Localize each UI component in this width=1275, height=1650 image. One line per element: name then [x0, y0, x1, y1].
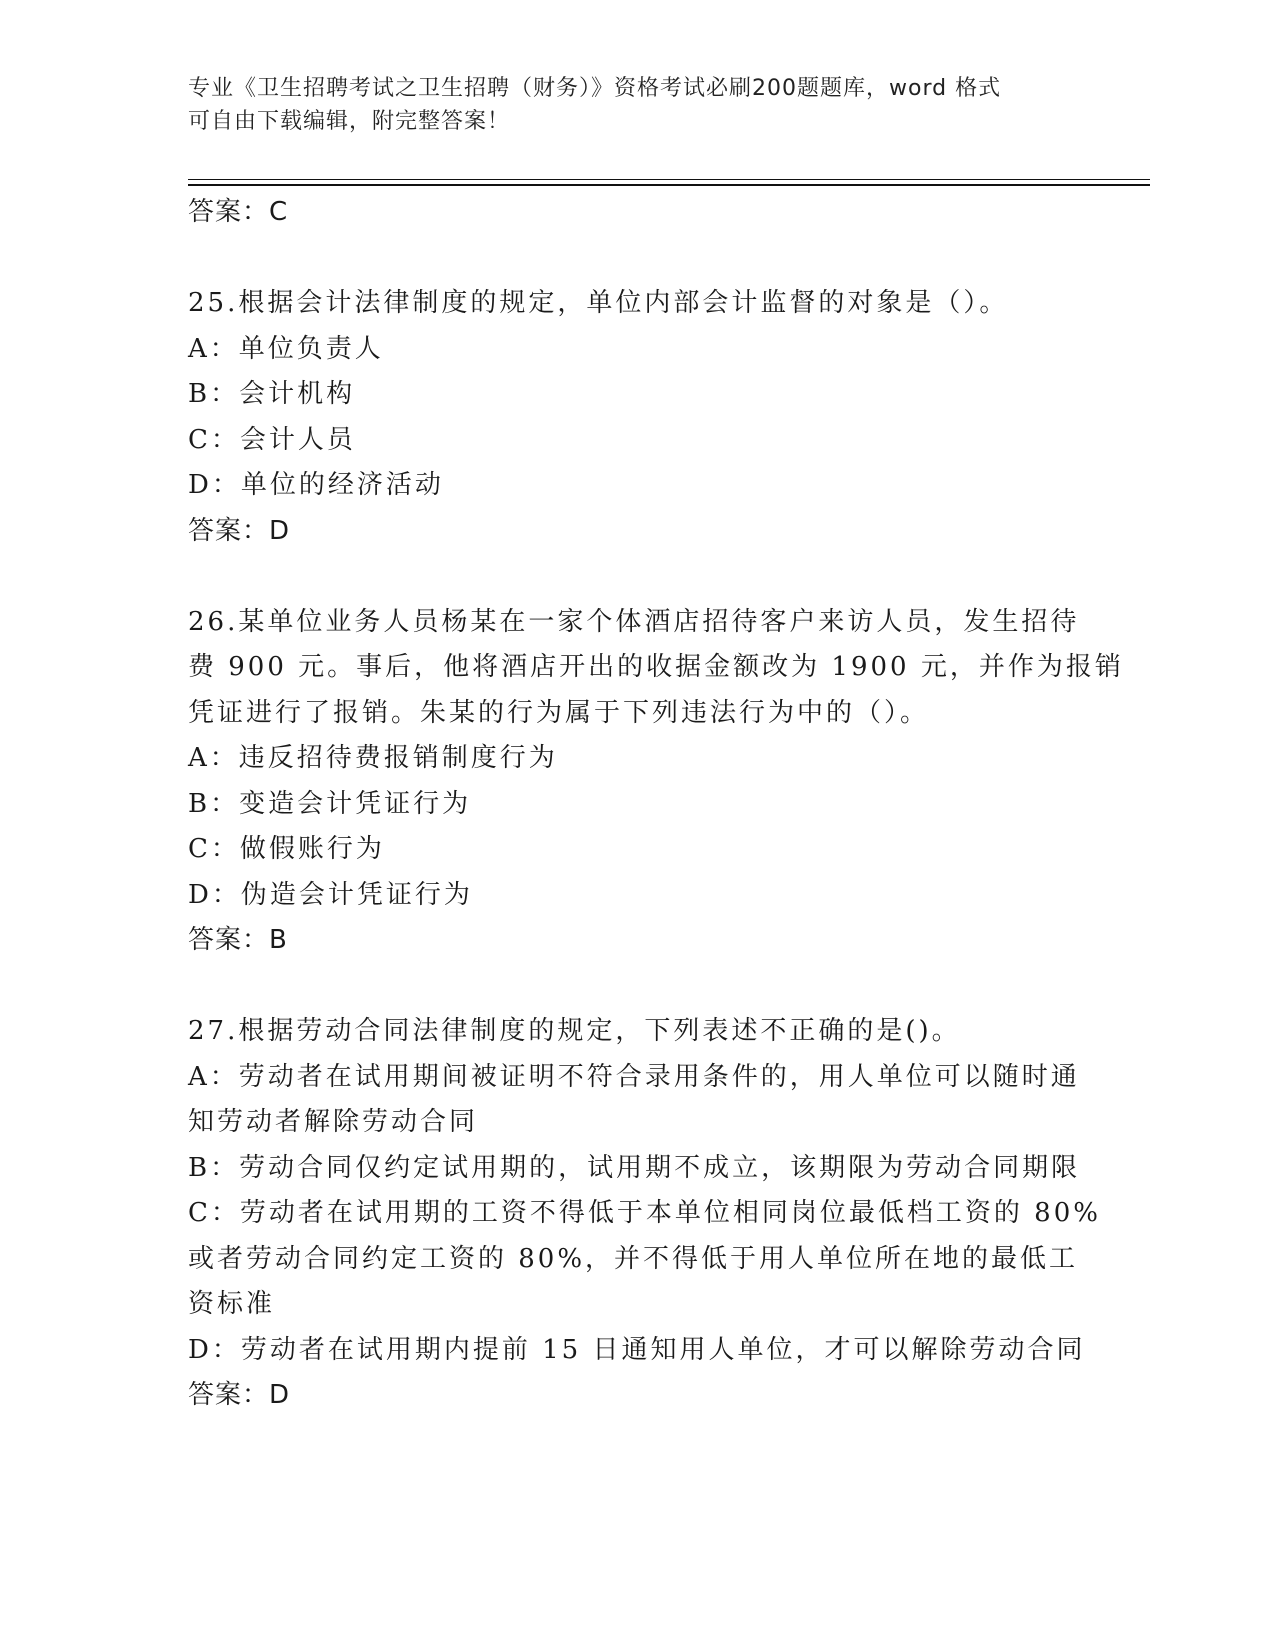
- header-line-1: 专业《卫生招聘考试之卫生招聘（财务）》资格考试必刷200题题库，word 格式: [188, 76, 1002, 101]
- option-b: B：变造会计凭证行为: [188, 788, 472, 819]
- option-d: D：劳动者在试用期内提前 15 日通知用人单位，才可以解除劳动合同: [188, 1334, 1086, 1365]
- question-block: [188, 1009, 1101, 1419]
- previous-answer: 答案：C: [188, 197, 289, 227]
- option-a: A：劳动者在试用期间被证明不符合录用条件的，用人单位可以随时通: [188, 1061, 1080, 1092]
- option-b: B：会计机构: [188, 379, 356, 409]
- header-rule-thin: [188, 179, 1150, 180]
- answer: 答案：D: [188, 515, 291, 546]
- option-a: A：单位负责人: [188, 333, 384, 364]
- option-c: C：做假账行为: [188, 834, 385, 864]
- option-d: D：伪造会计凭证行为: [188, 879, 473, 910]
- question-stem-cont: 费 900 元。事后，他将酒店开出的收据金额改为 1900 元，并作为报销: [188, 652, 1124, 682]
- answer: 答案：B: [188, 925, 288, 955]
- answer: 答案：D: [188, 1380, 291, 1410]
- option-c: C：劳动者在试用期的工资不得低于本单位相同岗位最低档工资的 80%: [188, 1198, 1101, 1228]
- question-stem-cont: 凭证进行了报销。朱某的行为属于下列违法行为中的（）。: [188, 697, 930, 728]
- option-c-cont: 资标准: [188, 1289, 276, 1319]
- page-header: [188, 72, 1068, 138]
- header-rule-thick: [188, 184, 1150, 186]
- option-d: D：单位的经济活动: [188, 470, 444, 500]
- option-b: B：劳动合同仅约定试用期的，试用期不成立，该期限为劳动合同期限: [188, 1152, 1081, 1183]
- question-block: [188, 281, 1088, 554]
- question-stem: 26.某单位业务人员杨某在一家个体酒店招待客户来访人员，发生招待: [188, 606, 1080, 637]
- option-c: C：会计人员: [188, 424, 356, 455]
- option-c-cont: 或者劳动合同约定工资的 80%，并不得低于用人单位所在地的最低工: [188, 1243, 1079, 1274]
- option-a-cont: 知劳动者解除劳动合同: [188, 1107, 479, 1137]
- header-line-2: 可自由下载编辑，附完整答案！: [188, 109, 511, 134]
- question-stem: 25.根据会计法律制度的规定，单位内部会计监督的对象是（）。: [188, 288, 1009, 318]
- option-a: A：违反招待费报销制度行为: [188, 743, 558, 773]
- document-body: [188, 190, 1124, 1419]
- question-block: [188, 600, 1124, 964]
- question-stem: 27.根据劳动合同法律制度的规定，下列表述不正确的是()。: [188, 1016, 961, 1046]
